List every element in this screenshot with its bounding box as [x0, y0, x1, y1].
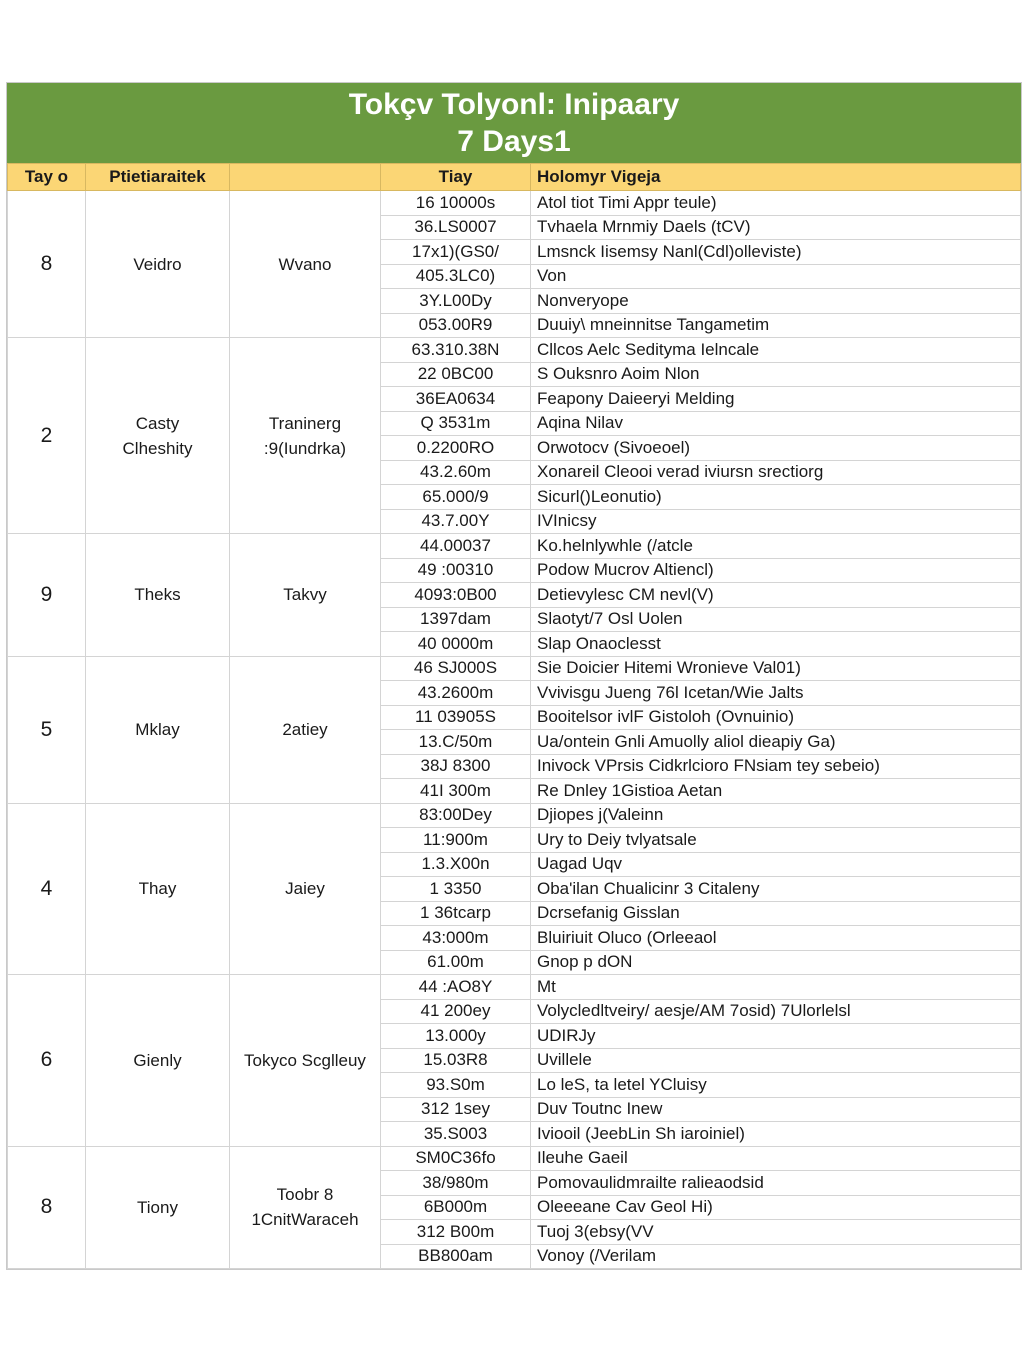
activity-cell: Lo leS, ta letel YCluisy: [531, 1073, 1021, 1098]
participant-cell: [86, 656, 230, 803]
day-number: 5: [8, 656, 86, 803]
activity-cell: Vvivisgu Jueng 76l Icetan/Wie Jalts: [531, 681, 1021, 706]
time-cell: 15.03R8: [381, 1048, 531, 1073]
header-participant: Ptietiaraitek: [86, 164, 230, 191]
day-number: 2: [8, 338, 86, 534]
time-cell: SM0C36fo: [381, 1146, 531, 1171]
time-cell: 93.S0m: [381, 1073, 531, 1098]
time-cell: 83:00Dey: [381, 803, 531, 828]
activity-cell: Ury to Deiy tvlyatsale: [531, 828, 1021, 853]
activity-cell: Slaotyt/7 Osl Uolen: [531, 607, 1021, 632]
activity-cell: Dcrsefanig Gisslan: [531, 901, 1021, 926]
header-location: [230, 164, 381, 191]
time-cell: 41 200ey: [381, 999, 531, 1024]
activity-cell: Iviooil (JeebLin Sh iaroiniel): [531, 1122, 1021, 1147]
table-row: [8, 338, 1021, 363]
itinerary-table: [7, 163, 1021, 1269]
time-cell: 4093:0B00: [381, 583, 531, 608]
activity-cell: Djiopes j(Valeinn: [531, 803, 1021, 828]
table-row: [8, 975, 1021, 1000]
time-cell: 46 SJ000S: [381, 656, 531, 681]
participant-cell: [86, 191, 230, 338]
time-cell: 41I 300m: [381, 779, 531, 804]
activity-cell: Podow Mucrov Altiencl): [531, 558, 1021, 583]
activity-cell: Atol tiot Timi Appr teule): [531, 191, 1021, 216]
activity-cell: Uagad Uqv: [531, 852, 1021, 877]
activity-cell: UDIRJy: [531, 1024, 1021, 1049]
time-cell: 13.C/50m: [381, 730, 531, 755]
time-cell: 312 1sey: [381, 1097, 531, 1122]
cell-text-line: Thay: [138, 879, 177, 899]
activity-cell: Bluiriuit Oluco (Orleeaol: [531, 926, 1021, 951]
itinerary-body: [8, 191, 1021, 1269]
time-cell: BB800am: [381, 1244, 531, 1269]
cell-text-line: Casty: [135, 413, 180, 433]
time-cell: 312 B00m: [381, 1220, 531, 1245]
time-cell: 405.3LC0): [381, 264, 531, 289]
participant-cell: [86, 534, 230, 657]
activity-cell: Oba'ilan Chualicinr 3 Citaleny: [531, 877, 1021, 902]
activity-cell: Aqina Nilav: [531, 411, 1021, 436]
activity-cell: Ileuhe Gaeil: [531, 1146, 1021, 1171]
cell-text-line: Clheshity: [122, 438, 193, 458]
activity-cell: Booitelsor ivlF Gistoloh (Ovnuinio): [531, 705, 1021, 730]
participant-cell: [86, 975, 230, 1147]
time-cell: 61.00m: [381, 950, 531, 975]
time-cell: 40 0000m: [381, 632, 531, 657]
time-cell: 22 0BC00: [381, 362, 531, 387]
time-cell: 49 :00310: [381, 558, 531, 583]
itinerary-sheet: [6, 82, 1022, 1270]
time-cell: 0.2200RO: [381, 436, 531, 461]
time-cell: 38/980m: [381, 1171, 531, 1196]
activity-cell: Von: [531, 264, 1021, 289]
time-cell: 44 :AO8Y: [381, 975, 531, 1000]
table-row: [8, 191, 1021, 216]
cell-text-line: :9(Iundrka): [263, 438, 347, 458]
location-cell: [230, 191, 381, 338]
title-line-2: 7 Days1: [457, 125, 571, 158]
activity-cell: Gnop p dON: [531, 950, 1021, 975]
activity-cell: Detievylesc CM nevl(V): [531, 583, 1021, 608]
activity-cell: Duv Toutnc Inew: [531, 1097, 1021, 1122]
time-cell: 38J 8300: [381, 754, 531, 779]
cell-text-line: Tokyco Scglleuy: [244, 1050, 366, 1070]
activity-cell: Inivock VPrsis Cidkrlcioro FNsiam tey sebeio): [531, 754, 1021, 779]
activity-cell: Sicurl()Leonutio): [531, 485, 1021, 510]
participant-cell: [86, 1146, 230, 1269]
location-cell: [230, 975, 381, 1147]
time-cell: 17x1)(GS0/: [381, 240, 531, 265]
activity-cell: Lmsnck Iisemsy Nanl(Cdl)olleviste): [531, 240, 1021, 265]
time-cell: 36EA0634: [381, 387, 531, 412]
table-row: [8, 803, 1021, 828]
time-cell: 11:900m: [381, 828, 531, 853]
table-row: [8, 656, 1021, 681]
location-cell: [230, 803, 381, 975]
day-number: 9: [8, 534, 86, 657]
activity-cell: Orwotocv (Sivoeoel): [531, 436, 1021, 461]
day-number: 6: [8, 975, 86, 1147]
participant-cell: [86, 338, 230, 534]
cell-text-line: Toobr 8: [276, 1185, 334, 1205]
activity-cell: Feapony Daieeryi Melding: [531, 387, 1021, 412]
time-cell: 43:000m: [381, 926, 531, 951]
header-row: [8, 164, 1021, 191]
activity-cell: Pomovaulidmrailte ralieaodsid: [531, 1171, 1021, 1196]
cell-text-line: Mklay: [135, 720, 180, 739]
time-cell: 1 36tcarp: [381, 901, 531, 926]
location-cell: [230, 656, 381, 803]
activity-cell: S Ouksnro Aoim Nlon: [531, 362, 1021, 387]
activity-cell: Mt: [531, 975, 1021, 1000]
day-number: 8: [8, 1146, 86, 1269]
activity-cell: Xonareil Cleooi verad iviursn srectiorg: [531, 460, 1021, 485]
cell-text-line: Gienly: [133, 1050, 182, 1070]
cell-text-line: Traninerg: [268, 413, 342, 433]
cell-text-line: Takvy: [283, 585, 327, 605]
cell-text-line: Theks: [134, 585, 181, 605]
time-cell: 36.LS0007: [381, 215, 531, 240]
day-number: 8: [8, 191, 86, 338]
time-cell: 43.2600m: [381, 681, 531, 706]
cell-text-line: Tiony: [137, 1197, 178, 1217]
activity-cell: Sie Doicier Hitemi Wronieve Val01): [531, 656, 1021, 681]
activity-cell: Nonveryope: [531, 289, 1021, 314]
activity-cell: Oleeeane Cav Geol Hi): [531, 1195, 1021, 1220]
cell-text-line: 2atiey: [282, 720, 328, 739]
activity-cell: Slap Onaoclesst: [531, 632, 1021, 657]
title-banner: [7, 83, 1021, 163]
time-cell: 43.7.00Y: [381, 509, 531, 534]
table-row: [8, 1146, 1021, 1171]
activity-cell: Ua/ontein Gnli Amuolly aliol dieapiy Ga): [531, 730, 1021, 755]
activity-cell: Uvillele: [531, 1048, 1021, 1073]
cell-text-line: 1CnitWaraceh: [251, 1210, 359, 1230]
time-cell: 35.S003: [381, 1122, 531, 1147]
activity-cell: Duuiy\ mneinnitse Tangametim: [531, 313, 1021, 338]
activity-cell: Re Dnley 1Gistioa Aetan: [531, 779, 1021, 804]
activity-cell: Tuoj 3(ebsy(VV: [531, 1220, 1021, 1245]
activity-cell: Ko.helnlywhle (/atcle: [531, 534, 1021, 559]
cell-text-line: Jaiey: [285, 879, 325, 899]
table-row: [8, 534, 1021, 559]
header-activity: Holomyr Vigeja: [531, 164, 1021, 191]
title-line-1: Tokçv Tolyonl: Inipaary: [348, 88, 680, 121]
cell-text-line: Veidro: [133, 254, 182, 274]
time-cell: 1397dam: [381, 607, 531, 632]
time-cell: 43.2.60m: [381, 460, 531, 485]
time-cell: 6B000m: [381, 1195, 531, 1220]
day-number: 4: [8, 803, 86, 975]
cell-text-line: Wvano: [278, 254, 332, 274]
time-cell: 3Y.L00Dy: [381, 289, 531, 314]
time-cell: Q 3531m: [381, 411, 531, 436]
activity-cell: Cllcos Aelc Sedityma Ielncale: [531, 338, 1021, 363]
time-cell: 63.310.38N: [381, 338, 531, 363]
location-cell: [230, 1146, 381, 1269]
header-time: Tiay: [381, 164, 531, 191]
time-cell: 1 3350: [381, 877, 531, 902]
location-cell: [230, 338, 381, 534]
activity-cell: Vonoy (/Verilam: [531, 1244, 1021, 1269]
time-cell: 11 03905S: [381, 705, 531, 730]
time-cell: 16 10000s: [381, 191, 531, 216]
activity-cell: Volycledltveiry/ aesje/AM 7osid) 7Ulorlelsl: [531, 999, 1021, 1024]
activity-cell: IVInicsy: [531, 509, 1021, 534]
activity-cell: Tvhaela Mrnmiy Daels (tCV): [531, 215, 1021, 240]
time-cell: 1.3.X00n: [381, 852, 531, 877]
location-cell: [230, 534, 381, 657]
participant-cell: [86, 803, 230, 975]
time-cell: 053.00R9: [381, 313, 531, 338]
time-cell: 65.000/9: [381, 485, 531, 510]
header-day: Tay o: [8, 164, 86, 191]
time-cell: 44.00037: [381, 534, 531, 559]
time-cell: 13.000y: [381, 1024, 531, 1049]
